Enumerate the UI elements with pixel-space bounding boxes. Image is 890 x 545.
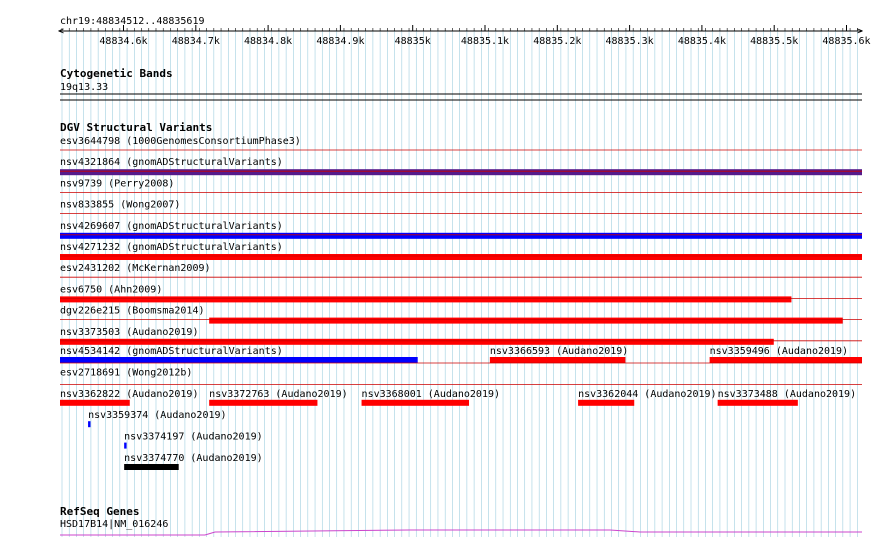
dgv-feature-label[interactable]: dgv226e215 (Boomsma2014): [60, 305, 205, 317]
dgv-feature-bar[interactable]: [710, 357, 862, 363]
dgv-feature-bar[interactable]: [718, 400, 798, 406]
cytoband-label: 19q13.33: [60, 82, 109, 93]
dgv-feature-label[interactable]: nsv3374197 (Audano2019): [124, 431, 263, 443]
ruler-tick-label: 48835.3k: [605, 36, 654, 47]
dgv-feature-label[interactable]: nsv3362044 (Audano2019): [578, 388, 717, 400]
ruler-left-arrow-icon: <: [58, 26, 65, 37]
dgv-feature-label[interactable]: nsv3373503 (Audano2019): [60, 326, 199, 338]
dgv-feature-bar[interactable]: [60, 400, 130, 406]
ruler-tick-label: 48835.2k: [533, 36, 582, 47]
dgv-feature-bar[interactable]: [60, 233, 862, 239]
refseq-track-title: RefSeq Genes: [60, 505, 140, 518]
dgv-feature-bar[interactable]: [88, 421, 90, 427]
dgv-feature-label[interactable]: nsv4269607 (gnomADStructuralVariants): [60, 220, 283, 232]
dgv-feature-bar[interactable]: [124, 464, 179, 470]
ruler-major-ticks: [99, 25, 870, 47]
dgv-feature-label[interactable]: nsv3366593 (Audano2019): [489, 346, 629, 357]
dgv-feature-label[interactable]: nsv4321864 (gnomADStructuralVariants): [60, 157, 283, 169]
refseq-gene-label[interactable]: HSD17B14|NM_016246: [60, 519, 169, 530]
dgv-feature-bar[interactable]: [60, 357, 418, 363]
dgv-feature-label[interactable]: esv2431202 (McKernan2009): [60, 263, 211, 275]
dgv-feature-label[interactable]: esv2718691 (Wong2012b): [60, 367, 193, 379]
dgv-feature-label[interactable]: nsv3372763 (Audano2019): [209, 388, 348, 400]
cytoband-track-title: Cytogenetic Bands: [60, 67, 173, 80]
dgv-feature-bar[interactable]: [209, 318, 843, 324]
ruler-tick-label: 48835.1k: [460, 36, 510, 47]
dgv-feature-label[interactable]: nsv3359374 (Audano2019): [88, 410, 227, 422]
dgv-feature-bar[interactable]: [60, 254, 862, 260]
dgv-feature-label[interactable]: esv6750 (Ahn2009): [60, 284, 163, 296]
ruler-tick-label: 48834.7k: [171, 36, 220, 47]
dgv-feature-bar[interactable]: [60, 169, 862, 175]
dgv-feature-label[interactable]: nsv3362822 (Audano2019): [60, 388, 199, 400]
ruler-tick-label: 48834.9k: [316, 36, 365, 47]
dgv-feature-label[interactable]: esv3644798 (1000GenomesConsortiumPhase3): [60, 136, 301, 147]
dgv-feature-label[interactable]: nsv3359496 (Audano2019): [709, 346, 849, 357]
coordinate-label: chr19:48834512..48835619: [60, 16, 205, 27]
ruler-tick-label: 48835.4k: [677, 36, 726, 47]
dgv-feature-bar[interactable]: [490, 357, 626, 363]
dgv-feature-label[interactable]: nsv9739 (Perry2008): [60, 178, 175, 190]
ruler-right-arrow-icon: >: [857, 26, 864, 37]
ruler-tick-label: 48834.6k: [99, 36, 148, 47]
dgv-feature-label[interactable]: nsv4271232 (gnomADStructuralVariants): [60, 242, 283, 253]
dgv-feature-label[interactable]: nsv3374770 (Audano2019): [124, 453, 263, 464]
dgv-feature-label[interactable]: nsv3368001 (Audano2019): [361, 388, 501, 400]
dgv-feature-bar[interactable]: [209, 400, 317, 406]
dgv-feature-bar[interactable]: [60, 339, 774, 345]
ruler-tick-label: 48835.5k: [750, 36, 799, 47]
dgv-feature-label[interactable]: nsv3373488 (Audano2019): [717, 388, 857, 400]
ruler-tick-label: 48834.8k: [244, 36, 293, 47]
dgv-feature-label[interactable]: nsv4534142 (gnomADStructuralVariants): [60, 346, 283, 357]
dgv-feature-bar[interactable]: [60, 296, 791, 302]
dgv-feature-bar[interactable]: [362, 400, 469, 406]
dgv-feature-bar[interactable]: [124, 443, 126, 449]
dgv-feature-label[interactable]: nsv833855 (Wong2007): [60, 199, 181, 211]
dgv-feature-bar[interactable]: [578, 400, 634, 406]
dgv-track-title: DGV Structural Variants: [60, 121, 213, 134]
ruler-tick-label: 48835.6k: [822, 36, 871, 47]
ruler-tick-label: 48835k: [394, 36, 431, 47]
